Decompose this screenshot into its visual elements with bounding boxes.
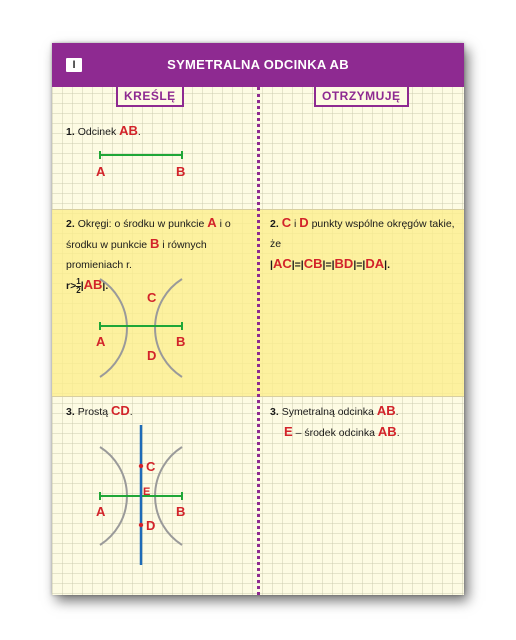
- label-a: A: [96, 504, 106, 519]
- figure-bisector: [96, 425, 185, 565]
- label-b: B: [176, 504, 186, 519]
- section-number: I: [66, 58, 82, 72]
- step-2-draw: 2. Okręgi: o środku w punkcie A i o środku w punkcie B i równych promieniach r. r> $\frac{1}{2}$ |AB|.: [66, 215, 231, 295]
- page-title: SYMETRALNA ODCINKA AB: [167, 57, 349, 72]
- step-3-result: 3. Symetralną odcinka AB. E – środek odcinka AB.: [270, 403, 400, 439]
- step-1-draw: 1. Odcinek AB.: [66, 123, 141, 138]
- step-2-result: 2. C i D punkty wspólne okręgów takie, że |AC|=|CB|=|BD|=|DA|.: [270, 215, 455, 271]
- label-d: D: [146, 518, 156, 533]
- label-a: A: [96, 334, 106, 349]
- arc-centered-a: [100, 279, 127, 377]
- worksheet-card: [52, 43, 464, 595]
- arc-centered-b: [155, 279, 182, 377]
- label-c: C: [146, 459, 156, 474]
- label-b: B: [176, 334, 186, 349]
- label-c: C: [147, 290, 157, 305]
- label-b: B: [176, 164, 186, 179]
- column-label-draw: KREŚLĘ: [116, 87, 184, 107]
- figure-segment-ab: [96, 151, 185, 179]
- fraction-half: $\frac{1}{2}$: [76, 276, 81, 295]
- column-label-result: OTRZYMUJĘ: [314, 87, 409, 107]
- label-e: E: [143, 486, 151, 498]
- construction-figures: [52, 43, 464, 595]
- point-c: [139, 464, 143, 468]
- step-3-draw: 3. Prostą CD.: [66, 403, 133, 418]
- figure-circles: [96, 279, 185, 377]
- point-d: [139, 523, 143, 527]
- label-d: D: [147, 348, 157, 363]
- label-a: A: [96, 164, 106, 179]
